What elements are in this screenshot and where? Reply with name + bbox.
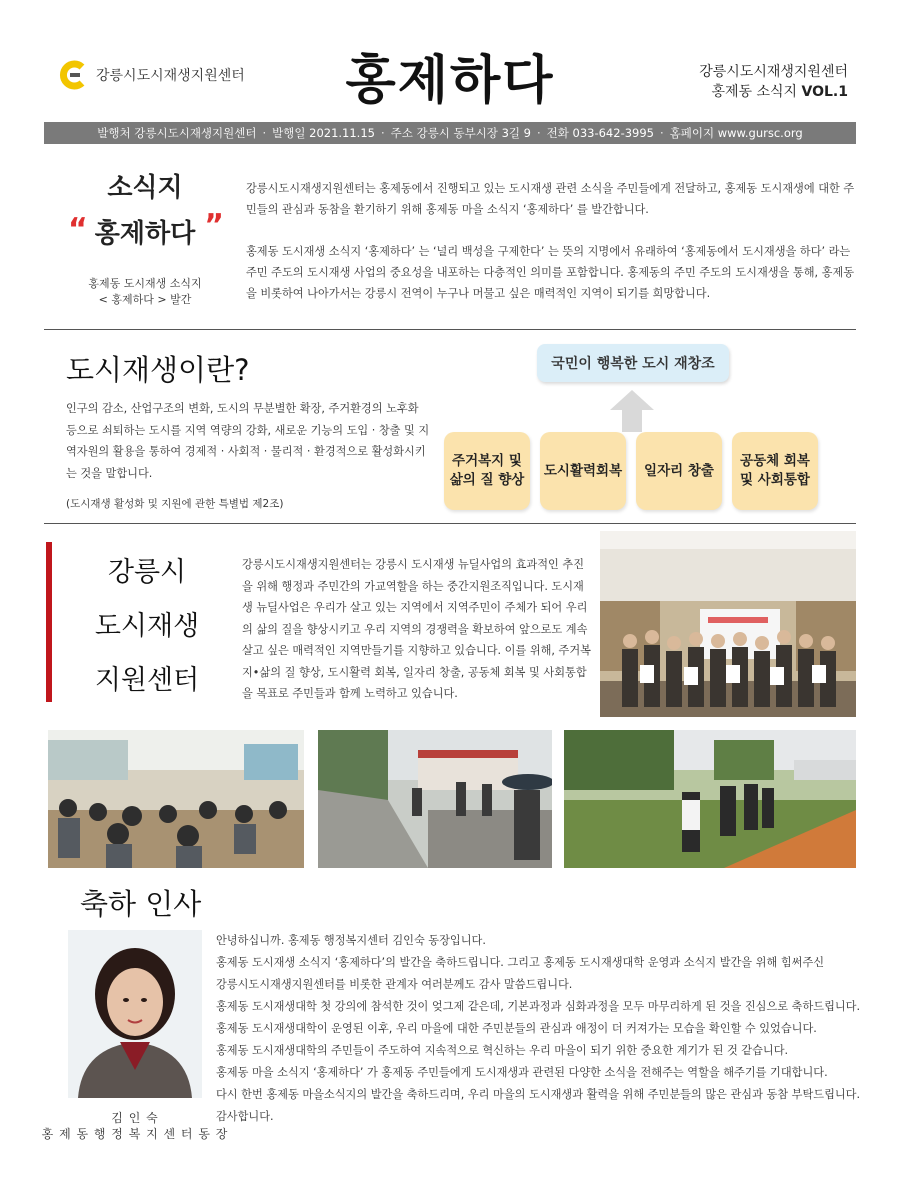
info-separator: · bbox=[262, 126, 267, 140]
intro-text bbox=[246, 178, 856, 304]
info-separator: · bbox=[659, 126, 664, 140]
intro-heading-name: 홍제하다 bbox=[94, 219, 196, 249]
group-photo bbox=[600, 531, 856, 717]
issue-label bbox=[699, 82, 848, 102]
issue-prefix: 홍제동 소식지 bbox=[711, 84, 798, 100]
greeting-line: 홍제동 도시재생대학의 주민들이 주도하여 지속적으로 혁신하는 우리 마을이 되기 위한 중요한 계기가 된 것 같습니다. bbox=[216, 1044, 789, 1057]
greeting-line: 홍제동 도시재생 소식지 ‘홍제하다’의 발간을 축하드립니다. 그리고 홍제동 도시재생대학 운영과 소식지 발간을 위해 힘써주신 bbox=[216, 956, 825, 969]
pillar-housing: 주거복지 및 삶의 질 향상 bbox=[444, 432, 530, 510]
greeting-line: 홍제동 도시재생대학 첫 강의에 참석한 것이 엊그제 같은데, 기본과정과 심화과정을 모두 마무리하게 된 것을 진심으로 축하드립니다. bbox=[216, 1000, 861, 1013]
center-heading-line: 도시재생 bbox=[94, 611, 200, 642]
intro-paragraph: 홍제동 도시재생 소식지 ‘홍제하다’ 는 ‘널리 백성을 구제한다’ 는 뜻의 지명에서 유래하여 ‘홍제동에서 도시재생을 하다’ 라는 주민 주도의 도시재생 사업의 중요성을 내포하는 다층적인 의미를 포함합니다. 홍제동의 주민 주도의 도시재생을 통해, 홍제동을 비롯하여 나아가서는 강릉시 전역이 누구나 머물고 싶은 매력적인 지역이 되기를 희망합니다. bbox=[246, 245, 855, 300]
info-address: 주소 강릉시 동부시장 3길 9 bbox=[390, 126, 531, 140]
chief-portrait bbox=[68, 930, 202, 1098]
intro-subtitle-line1: 홍제동 도시재생 소식지 bbox=[88, 277, 202, 290]
pillar-jobs: 일자리 창출 bbox=[636, 432, 722, 510]
greeting-line: 안녕하십니까. 홍제동 행정복지센터 김인숙 동장입니다. bbox=[216, 934, 486, 947]
greeting-line: 홍제동 도시재생대학이 운영된 이후, 우리 마을에 대한 주민분들의 관심과 애정이 더 커져가는 모습을 확인할 수 있었습니다. bbox=[216, 1022, 817, 1035]
intro-heading-line2 bbox=[60, 208, 230, 254]
up-arrow-icon bbox=[610, 390, 654, 432]
intro-heading-line1: 소식지 bbox=[107, 173, 183, 203]
garden-visit-photo bbox=[564, 730, 856, 868]
intro-paragraph: 강릉시도시재생지원센터는 홍제동에서 진행되고 있는 도시재생 관련 소식을 주민들에게 전달하고, 홍제동 도시재생에 대한 주민들의 관심과 동참을 환기하기 위해 홍제동 마을 소식지 ‘홍제하다’ 를 발간합니다. bbox=[246, 182, 855, 216]
intro-subtitle-line2: < 홍제하다 > 발간 bbox=[98, 293, 192, 306]
pillar-vitality: 도시활력회복 bbox=[540, 432, 626, 510]
regen-heading: 도시재생이란? bbox=[66, 353, 250, 387]
info-separator: · bbox=[380, 126, 385, 140]
greeting-line: 감사합니다. bbox=[216, 1110, 274, 1123]
regen-law-citation: (도시재생 활성화 및 지원에 관한 특별법 제2조) bbox=[66, 498, 284, 510]
center-logo bbox=[58, 60, 245, 90]
greeting-line: 다시 한번 홍제동 마을소식지의 발간을 축하드리며, 우리 마을의 도시재생과 활력을 위해 주민분들의 많은 관심과 동참 부탁드립니다. bbox=[216, 1088, 861, 1101]
lecture-photo bbox=[48, 730, 304, 868]
section-divider bbox=[44, 329, 856, 330]
goal-box: 국민이 행복한 도시 재창조 bbox=[537, 344, 729, 382]
logo-text: 강릉시도시재생지원센터 bbox=[96, 68, 245, 84]
info-phone: 전화 033-642-3995 bbox=[546, 126, 654, 140]
intro-subtitle bbox=[60, 276, 230, 308]
open-quote-mark: “ bbox=[68, 212, 88, 247]
newsletter-title: 홍제하다 bbox=[345, 51, 555, 111]
close-quote-mark: ” bbox=[204, 208, 224, 243]
center-heading bbox=[62, 546, 232, 708]
publisher-block bbox=[699, 62, 848, 102]
intro-heading bbox=[60, 172, 230, 254]
issue-volume: VOL.1 bbox=[801, 84, 848, 100]
greeting-line: 강릉시도시재생지원센터를 비롯한 관계자 여러분께도 감사 말씀드립니다. bbox=[216, 978, 573, 991]
greeting-text bbox=[216, 930, 876, 1128]
publisher-name: 강릉시도시재생지원센터 bbox=[699, 64, 848, 80]
greeting-line: 홍제동 마을 소식지 ‘홍제하다’ 가 홍제동 주민들에게 도시재생과 관련된 다양한 소식을 전해주는 역할을 해주기를 기대합니다. bbox=[216, 1066, 828, 1079]
logo-c-icon bbox=[58, 60, 88, 90]
info-homepage[interactable]: 홈페이지 www.gursc.org bbox=[669, 126, 803, 140]
center-heading-line: 강릉시 bbox=[107, 557, 187, 588]
info-date: 발행일 2021.11.15 bbox=[272, 126, 375, 140]
chief-role: 홍 제 동 행 정 복 지 센 터 동 장 bbox=[41, 1127, 229, 1141]
pillar-community: 공동체 회복 및 사회통합 bbox=[732, 432, 818, 510]
neighborhood-tour-photo bbox=[318, 730, 552, 868]
info-separator: · bbox=[536, 126, 541, 140]
accent-bar bbox=[46, 542, 52, 702]
center-heading-line: 지원센터 bbox=[94, 665, 200, 696]
chief-name: 김 인 숙 bbox=[111, 1111, 159, 1125]
regen-definition: 인구의 감소, 산업구조의 변화, 도시의 무분별한 확장, 주거환경의 노후화 등으로 쇠퇴하는 도시를 지역 역량의 강화, 새로운 기능의 도입 · 창출 및 지역자원의 활용을 통하여 경제적 · 사회적 · 물리적 · 환경적으로 활성화시키는 것을 말합니다. bbox=[66, 402, 430, 480]
info-publisher: 발행처 강릉시도시재생지원센터 bbox=[97, 126, 257, 140]
center-description: 강릉시도시재생지원센터는 강릉시 도시재생 뉴딜사업의 효과적인 추진을 위해 행정과 주민간의 가교역할을 하는 중간지원조직입니다. 도시재생 뉴딜사업은 우리가 살고 있는 지역에서 지역주민이 주체가 되어 우리의 삶의 질을 향상시키고 우리 지역의 경쟁력을 확보하여 앞으로도 계속 살고 싶은 매력적인 지역만들기를 지향하고 있습니다. 이를 위해, 주거복지•삶의 질 향상, 도시활력 회복, 일자리 창출, 공동체 회복 및 사회통합을 목표로 주민들과 함께 노력하고 있습니다. bbox=[242, 558, 591, 700]
publication-info-bar bbox=[44, 122, 856, 144]
greeting-heading: 축하 인사 bbox=[80, 887, 202, 921]
section-divider bbox=[44, 523, 856, 524]
chief-caption bbox=[40, 1110, 230, 1142]
